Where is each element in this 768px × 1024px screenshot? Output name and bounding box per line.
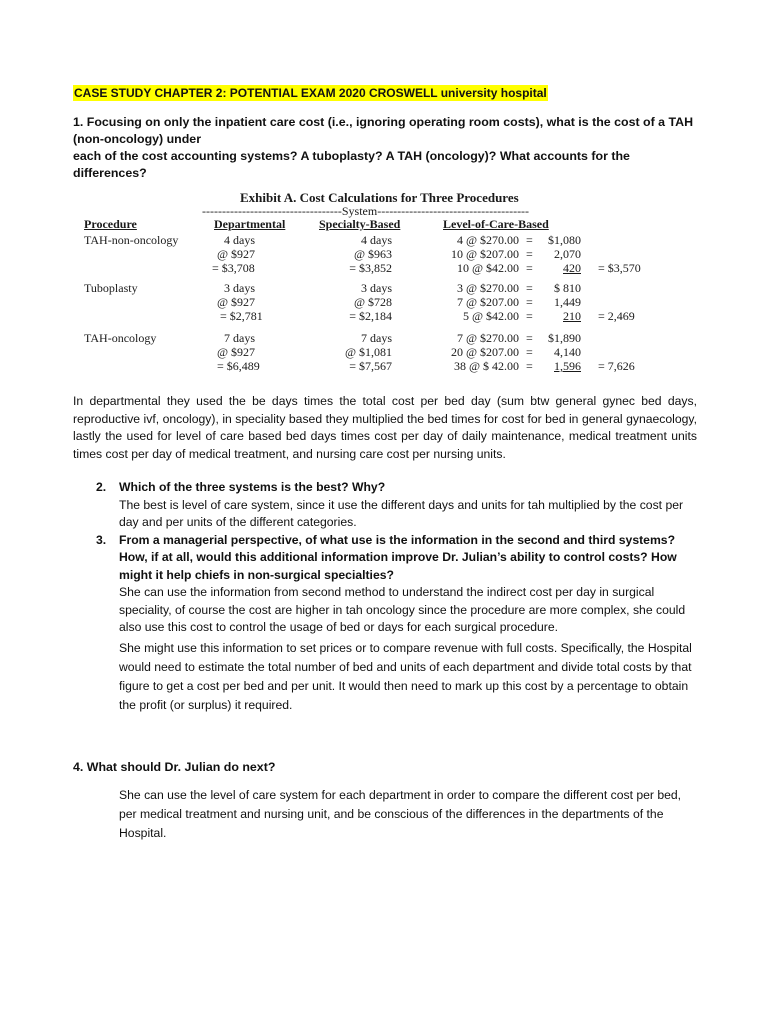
header-procedure: Procedure: [84, 217, 137, 231]
header-specialty: Specialty-Based: [319, 217, 401, 231]
question-3-answer-1: She can use the information from second method to understand the indirect cost per day in surgical speciality, of course the cost are higher in tah oncology since the procedure are more complex, she could also use this cost to control the usage of bed or days for each surgical procedure.: [119, 585, 686, 634]
spec-days: 7 days: [361, 331, 392, 345]
level-calc: 5 @ $42.00: [462, 309, 519, 323]
exhibit-a-table: [84, 190, 684, 385]
level-total: = 2,469: [598, 309, 635, 323]
question-3-answer-2: She might use this information to set prices or to compare revenue with full costs. Specifically, the Hospital would need to estimate the total number of bed and units of each department and divide total costs by that figure to get a cost per bed and per unit. It would then need to mark up this cost by a percentage to obtain the profit (or surplus) it required.: [119, 640, 692, 712]
dept-total: = $6,489: [217, 359, 260, 373]
question-3-number: 3.: [96, 532, 107, 547]
level-calc: 7 @ $207.00: [456, 295, 519, 309]
dept-rate: @ $927: [217, 345, 256, 359]
level-amount: 1,449: [554, 295, 581, 309]
level-amount: $1,890: [548, 331, 581, 345]
spec-rate: @ $963: [353, 247, 392, 261]
row-procedure: TAH-oncology: [84, 331, 157, 345]
level-calc: 10 @ $207.00: [450, 247, 519, 261]
list-item-question-2: [96, 479, 696, 532]
equals-sign: =: [526, 295, 533, 309]
page-title: CASE STUDY CHAPTER 2: POTENTIAL EXAM 2020 CROSWELL university hospital: [74, 86, 547, 100]
header-level-of-care: Level-of-Care-Based: [443, 217, 549, 231]
level-calc: 10 @ $42.00: [456, 261, 519, 275]
row-procedure: Tuboplasty: [84, 281, 138, 295]
dept-rate: @ $927: [217, 295, 256, 309]
equals-sign: =: [526, 345, 533, 359]
equals-sign: =: [526, 247, 533, 261]
equals-sign: =: [526, 331, 533, 345]
question-2-text: Which of the three systems is the best? Why?: [119, 480, 386, 494]
level-amount: 2,070: [554, 247, 581, 261]
spec-rate: @ $728: [353, 295, 392, 309]
question-1: [73, 114, 699, 182]
explanation-paragraph: In departmental they used the be days times the total cost per bed day (sum btw general gynec bed days, reproductive ivf, oncology), in speciality based they multiplied the bed times for cost for bed in general gynaecology, lastly the used for level of care based bed days times cost per day of daily maintenance, medical treatment units times cost per day of medical treatment, and nursing care cost per nursing units.: [73, 394, 697, 461]
list-item-question-3: [96, 532, 696, 715]
question-1-line-1: 1. Focusing on only the inpatient care cost (i.e., ignoring operating room costs), what is the cost of a TAH (non-oncology) under: [73, 115, 694, 146]
exhibit-system-divider: -----------------------------------System--------------------------------------: [202, 204, 530, 218]
spec-days: 4 days: [361, 233, 392, 247]
spec-total: = $2,184: [349, 309, 392, 323]
question-3-text: From a managerial perspective, of what use is the information in the second and third systems? How, if at all, would this additional information improve Dr. Julian’s ability to control costs? How might it help chiefs in non-surgical specialties?: [119, 532, 677, 582]
equals-sign: =: [526, 359, 533, 373]
question-2-answer: The best is level of care system, since it use the different days and units for tah multiplied by the cost per day and per units of the different categories.: [119, 497, 684, 529]
header-departmental: Departmental: [214, 217, 286, 231]
equals-sign: =: [526, 309, 533, 323]
level-amount: 1,596: [554, 359, 581, 373]
question-4-answer: She can use the level of care system for each department in order to compare the different cost per bed, per medical treatment and nursing unit, and be conscious of the differences in the departments of the Hospital.: [119, 788, 682, 840]
level-amount: 420: [563, 261, 581, 275]
row-procedure: TAH-non-oncology: [84, 233, 179, 247]
equals-sign: =: [526, 261, 533, 275]
dept-total: = $2,781: [220, 309, 263, 323]
dept-total: = $3,708: [212, 261, 255, 275]
question-1-line-2: each of the cost accounting systems? A tuboplasty? A TAH (oncology)? What accounts for the differences?: [73, 149, 630, 180]
spec-total: = $3,852: [349, 261, 392, 275]
dept-days: 4 days: [224, 233, 255, 247]
level-total: = $3,570: [598, 261, 641, 275]
dept-days: 7 days: [224, 331, 255, 345]
level-amount: $1,080: [548, 233, 581, 247]
level-total: = 7,626: [598, 359, 635, 373]
exhibit-title: Exhibit A. Cost Calculations for Three Procedures: [240, 190, 519, 205]
spec-rate: @ $1,081: [344, 345, 392, 359]
level-calc: 38 @ $ 42.00: [453, 359, 519, 373]
level-calc: 4 @ $270.00: [456, 233, 519, 247]
level-calc: 20 @ $207.00: [450, 345, 519, 359]
spec-days: 3 days: [361, 281, 392, 295]
question-list: [96, 479, 696, 715]
equals-sign: =: [526, 281, 533, 295]
question-2-number: 2.: [96, 480, 107, 494]
dept-days: 3 days: [224, 281, 255, 295]
question-4-text: 4. What should Dr. Julian do next?: [73, 760, 276, 774]
level-calc: 7 @ $270.00: [456, 331, 519, 345]
level-amount: $ 810: [554, 281, 581, 295]
dept-rate: @ $927: [217, 247, 256, 261]
equals-sign: =: [526, 233, 533, 247]
spec-total: = $7,567: [349, 359, 392, 373]
level-amount: 210: [563, 309, 581, 323]
level-calc: 3 @ $270.00: [456, 281, 519, 295]
level-amount: 4,140: [554, 345, 581, 359]
